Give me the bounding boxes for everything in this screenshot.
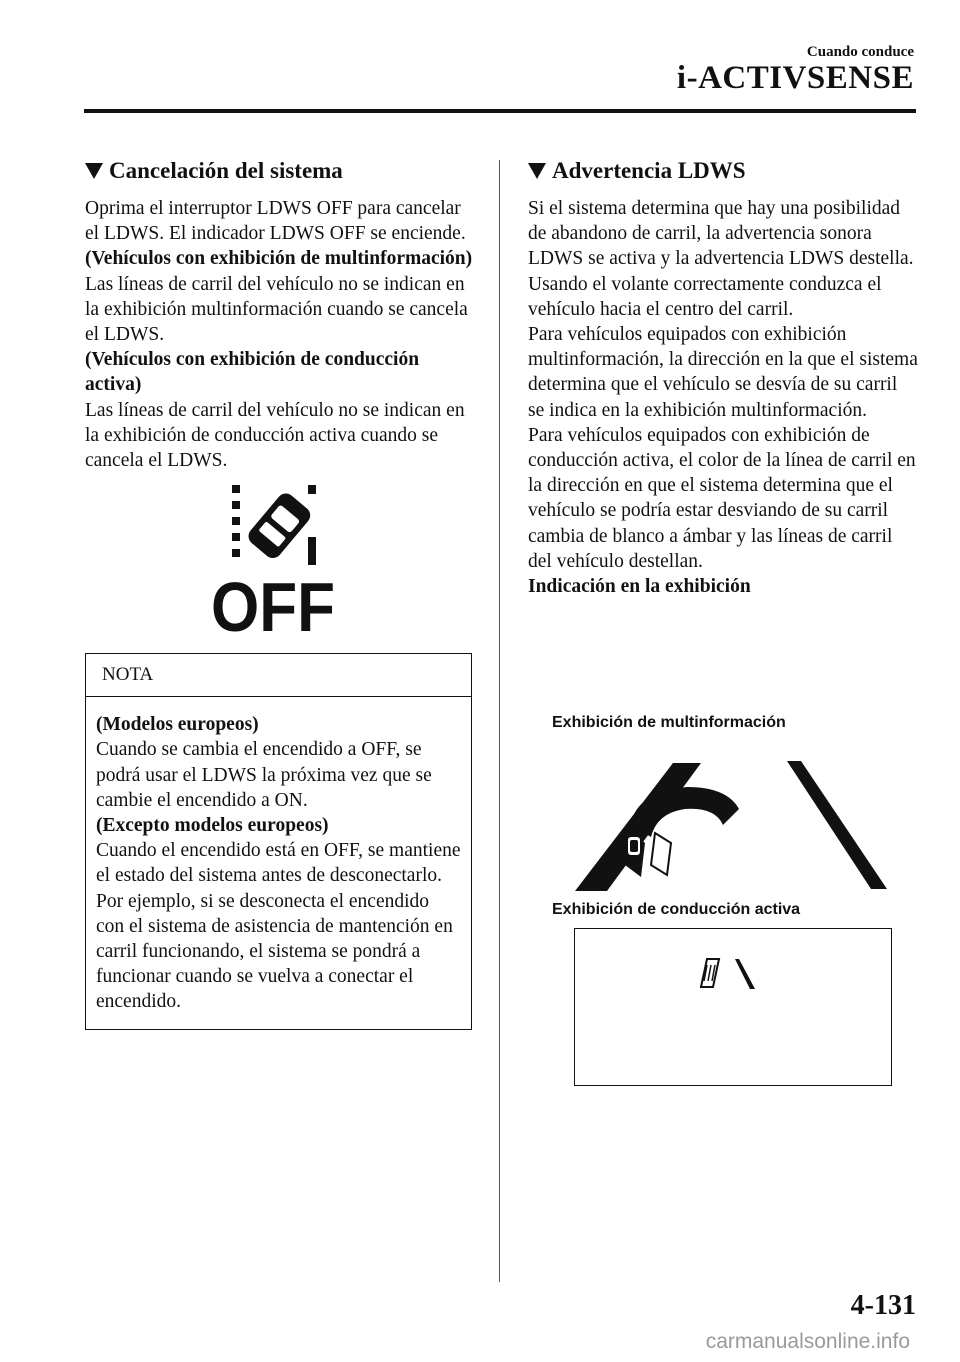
left-column	[85, 158, 473, 1030]
paragraph: Cuando se cambia el encendido a OFF, se podrá usar el LDWS la próxima vez que se cambie el encendido a ON.	[96, 739, 432, 811]
left-body	[85, 196, 473, 473]
subheading: (Modelos europeos)	[96, 714, 259, 736]
off-text: OFF	[211, 568, 335, 636]
page-number: 4-131	[850, 1290, 916, 1321]
section-title: Cuando conduce	[806, 44, 914, 60]
ldws-off-indicator-icon	[210, 483, 340, 635]
active-driving-display-figure	[574, 928, 892, 1086]
subheading: (Vehículos con exhibición de conducción activa)	[85, 349, 420, 396]
paragraph: Para vehículos equipados con exhibición de conducción activa, el color de la línea de carril en la dirección en que el sistema determina que el vehículo se podría estar desviando de su carril cambia de blanco a ámbar y las líneas de carril del vehículo destellan.	[528, 424, 916, 572]
column-divider	[499, 160, 500, 1282]
paragraph: Cuando el encendido está en OFF, se mantiene el estado del sistema antes de desconectarlo. Por ejemplo, si se desconecta el encendido con el sistema de asistencia de mantención en carril funcionando, el sistema se pondrá a funcionar cuando se vuelva a conectar el encendido.	[96, 840, 461, 1013]
header-rule	[84, 109, 916, 113]
right-column	[528, 158, 918, 599]
right-heading	[528, 158, 918, 184]
paragraph: Las líneas de carril del vehículo no se indican en la exhibición multinformación cuando se cancela el LDWS.	[85, 273, 468, 346]
paragraph: Oprima el interruptor LDWS OFF para cancelar el LDWS. El indicador LDWS OFF se enciende.	[85, 198, 466, 245]
watermark: carmanualsonline.info	[705, 1330, 910, 1353]
chapter-title: i-ACTIVSENSE	[676, 60, 914, 96]
paragraph: Las líneas de carril del vehículo no se indican en la exhibición de conducción activa cuando se cancela el LDWS.	[85, 399, 465, 472]
right-body	[528, 196, 918, 599]
paragraph: Para vehículos equipados con exhibición multinformación, la dirección en la que el sistema determina que el vehículo se desvía de su carril se indica en la exhibición multinformación.	[528, 324, 918, 421]
note-heading: NOTA	[86, 654, 471, 697]
left-heading-text: Cancelación del sistema	[109, 158, 343, 183]
multi-info-display-figure	[575, 755, 895, 895]
paragraph: Si el sistema determina que hay una posibilidad de abandono de carril, la advertencia sonora LDWS se activa y la advertencia LDWS destella. Usando el volante correctamente conduzca el vehículo hacia el centro del carril.	[528, 198, 914, 320]
figure2-label: Exhibición de conducción activa	[552, 901, 801, 918]
subheading: Indicación en la exhibición	[528, 576, 751, 598]
subheading: (Vehículos con exhibición de multinformación)	[85, 248, 473, 270]
triangle-bullet-icon	[85, 163, 103, 179]
right-heading-text: Advertencia LDWS	[552, 158, 746, 183]
active-driving-display-graphic	[575, 929, 891, 1085]
note-body	[86, 697, 471, 1028]
note-box	[85, 653, 472, 1029]
left-heading	[85, 158, 473, 184]
subheading: (Excepto modelos europeos)	[96, 815, 329, 837]
triangle-bullet-icon	[528, 163, 546, 179]
figure1-label: Exhibición de multinformación	[552, 714, 786, 731]
